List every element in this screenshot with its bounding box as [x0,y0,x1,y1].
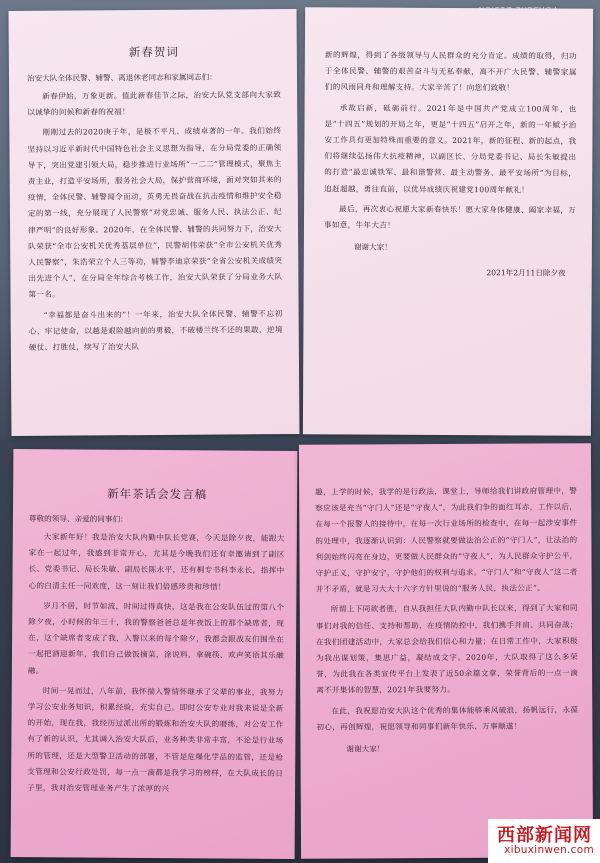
paragraph: 岁月不居，时节如流，时间过得真快，这是我在公安队伍过的第八个除夕夜，小时候的年三十，我的警察爸爸总是年夜饭上的那个缺席者，现在，这个缺席者变成了我，入警以来的每个除夕，我都会跟战友们围坐在一起把酒迎新年，我们自己做饭摘菜，涂说料、拿碗筷、欢声笑语其乐融融。 [27,601,285,675]
paragraph: 大家新年好！我是治安大队内勤中队长党赛，今天是除夕夜，能跟大家在一起过年，我感到非常开心，尤其是今晚我们还有幸邀请到了副区长、党委书记、局长朱敏、副局长陈永平，还有桐专书科李永长，指挥中心的白清主任一同欢度，这一刻让我们倍感珍贵和珍惜！ [28,532,285,592]
date-line: 2021年2月11日除夕夜 [486,268,566,278]
paragraph: 在此，我祝愿治安大队这个优秀的集体能够乘风破浪，扬帆远行，永葆初心，再创辉煌，祝愿领导和同事们新年快乐、万事顺遂！ [316,704,579,732]
page-tea-party-speech-left [11,449,298,859]
paragraph: 刚刚过去的2020庚子年，是极不平凡、成绩卓著的一年。我们始终坚持以习近平新时代中国特色社会主义思想为指导，在分局党委的正确领导下，突出党建引领大局，稳步推进行业场所“一二二”管理模式，聚焦主责主业，打造平安场所，服务社会大局，保护营商环境，面对突如其来的疫情，全体民警、辅警闻令而动，英勇无畏奋战在抗击疫情和维护安全稳定的第一线，充分展现了人民警察“对党忠诚、服务人民、执法公正、纪律严明”的良好形象。2020年，在全体民警、辅警的共同努力下，治安大队荣获“全市公安机关优秀基层单位”，民警胡伟荣获“全市公安机关优秀人民警察”，朱浩荣立个人三等功，辅警李迪京荣获“全省公安机关成绩突出先进个人”，在分局全年综合考核工作，治安大队荣获了分局业务大队第一名。 [27,126,283,300]
paragraph: 新的辉煌，得到了各级领导与人民群众的充分肯定。成绩的取得，归功于全体民警、辅警的艰苦奋斗与无私奉献，离不开广大民警、辅警家属们的风雨同舟和理解支持。大家辛苦了！向您们致敬！ [324,50,577,93]
page-title: 新春贺词 [128,44,179,60]
page-tea-party-speech-right [299,443,593,859]
page-title: 新年茶话会发言稿 [107,486,208,502]
salutation: 尊敬的领导、亲爱的同事们： [28,514,128,524]
page-new-year-greeting-left [9,9,300,436]
paragraph: 新春伊始，万象更新。值此新春佳节之际，治安大队党支部向大家致以诚挚的问候和新春的祝福！ [27,90,282,118]
salutation: 治安大队全体民警、辅警、离退休老同志和家属同志们： [26,72,217,83]
site-logo-name: 西部新闻网 [497,825,592,846]
paragraph: “幸福都是奋斗出来的”！一年来，治安大队全体民警、辅警不忘初心、牢记使命，以越是艰险越向前的勇毅，不破楼兰终不还的果敢，逆境硬仗、打胜仗，续写了治安大队 [28,308,283,352]
paragraph: 最后，再次衷心祝愿大家新春快乐！愿大家身体健康、阖家幸福，万事如意，牛年大吉！ [323,204,577,230]
thanks-line: 谢谢大家！ [346,744,385,754]
site-logo [488,819,600,863]
paragraph: 所谓上下同欲者胜，自从我担任大队内勤中队长以来，得到了大家和同事们对我的信任、支持和帮助，在疫情防控中，我们携手并肩、共同奋战；在我们团建活动中，大家总会给我们信心和力量；在日常工作中，大家积极为我出谋划策，集思广益，凝结成文字。2020年，大队取得了这么多荣誉，为此我在各类宣传平台上发表了近50余篇文章，荣誉背后的一点一滴离不开集体的智慧，2021年我要努力。 [315,603,579,696]
page-new-year-greeting-right [303,7,593,436]
site-logo-url: xibuxinwen.com [504,844,594,856]
thanks-line: 谢谢大家！ [353,242,392,252]
paragraph: 时间一晃而过，八年前，我怀揣入警情怀继承了父辈的事业，我努力学习公安业务知识，积累经验，充实自己。即时公安专业对我来说是全新的开始，现在我，我经历过派出所的锻炼和治安大队的磨练，对公安工作有了新的认识，尤其调入治安大队后，业务种类非常丰富，不论是行业场所的管理，还是大型警卫活动的部署，不管是危爆化学品的监管，还是枪支管理和公安行政处罚，每一点一滴都是我学习的榜样，在大队成长的日子里，我对治安管理业务产生了浓厚的兴 [27,686,284,794]
paragraph: 趣，上学的时候，我学的是行政法，课堂上，导师给我们讲政府管理中，警察应该是充当“守门人”还是“守夜人”，为此我们争的面红耳赤，工作以后，在每一个报警人的接待中，在每一次行业场所的检查中，在每一起涉安事件的处理中，我逐渐认识到：人民警察就要做法治公正的“守门人”，让法治的利剑始终闪亮在身边，更要做人民群众的“守夜人”，为人民群众守护公平，守护正义，守护安宁，守护他们的权利与追求。“守门人”和“守夜人”这二者并不矛盾，就是习大大十六字方针里说的“服务人民，执法公正”。 [315,486,578,594]
paragraph: 承故启新，砥砺前行。2021年是中国共产党成立100周年，也是“十四五”规划的开局之年，更是“十四五”启开之年，新的一年赋予治安工作具有更加特殊而重要的意义。2021年，新的征程、新的起点，我们将继续弘扬伟大抗疫精神，以副区长、分局党委书记、局长朱敏提出的打造“最忠诚铁军、最和谐警营、最主动警务、最平安场所”为目标，追赶超越，勇往直前，以优异成绩庆祝建党100周年献礼！ [324,103,577,195]
